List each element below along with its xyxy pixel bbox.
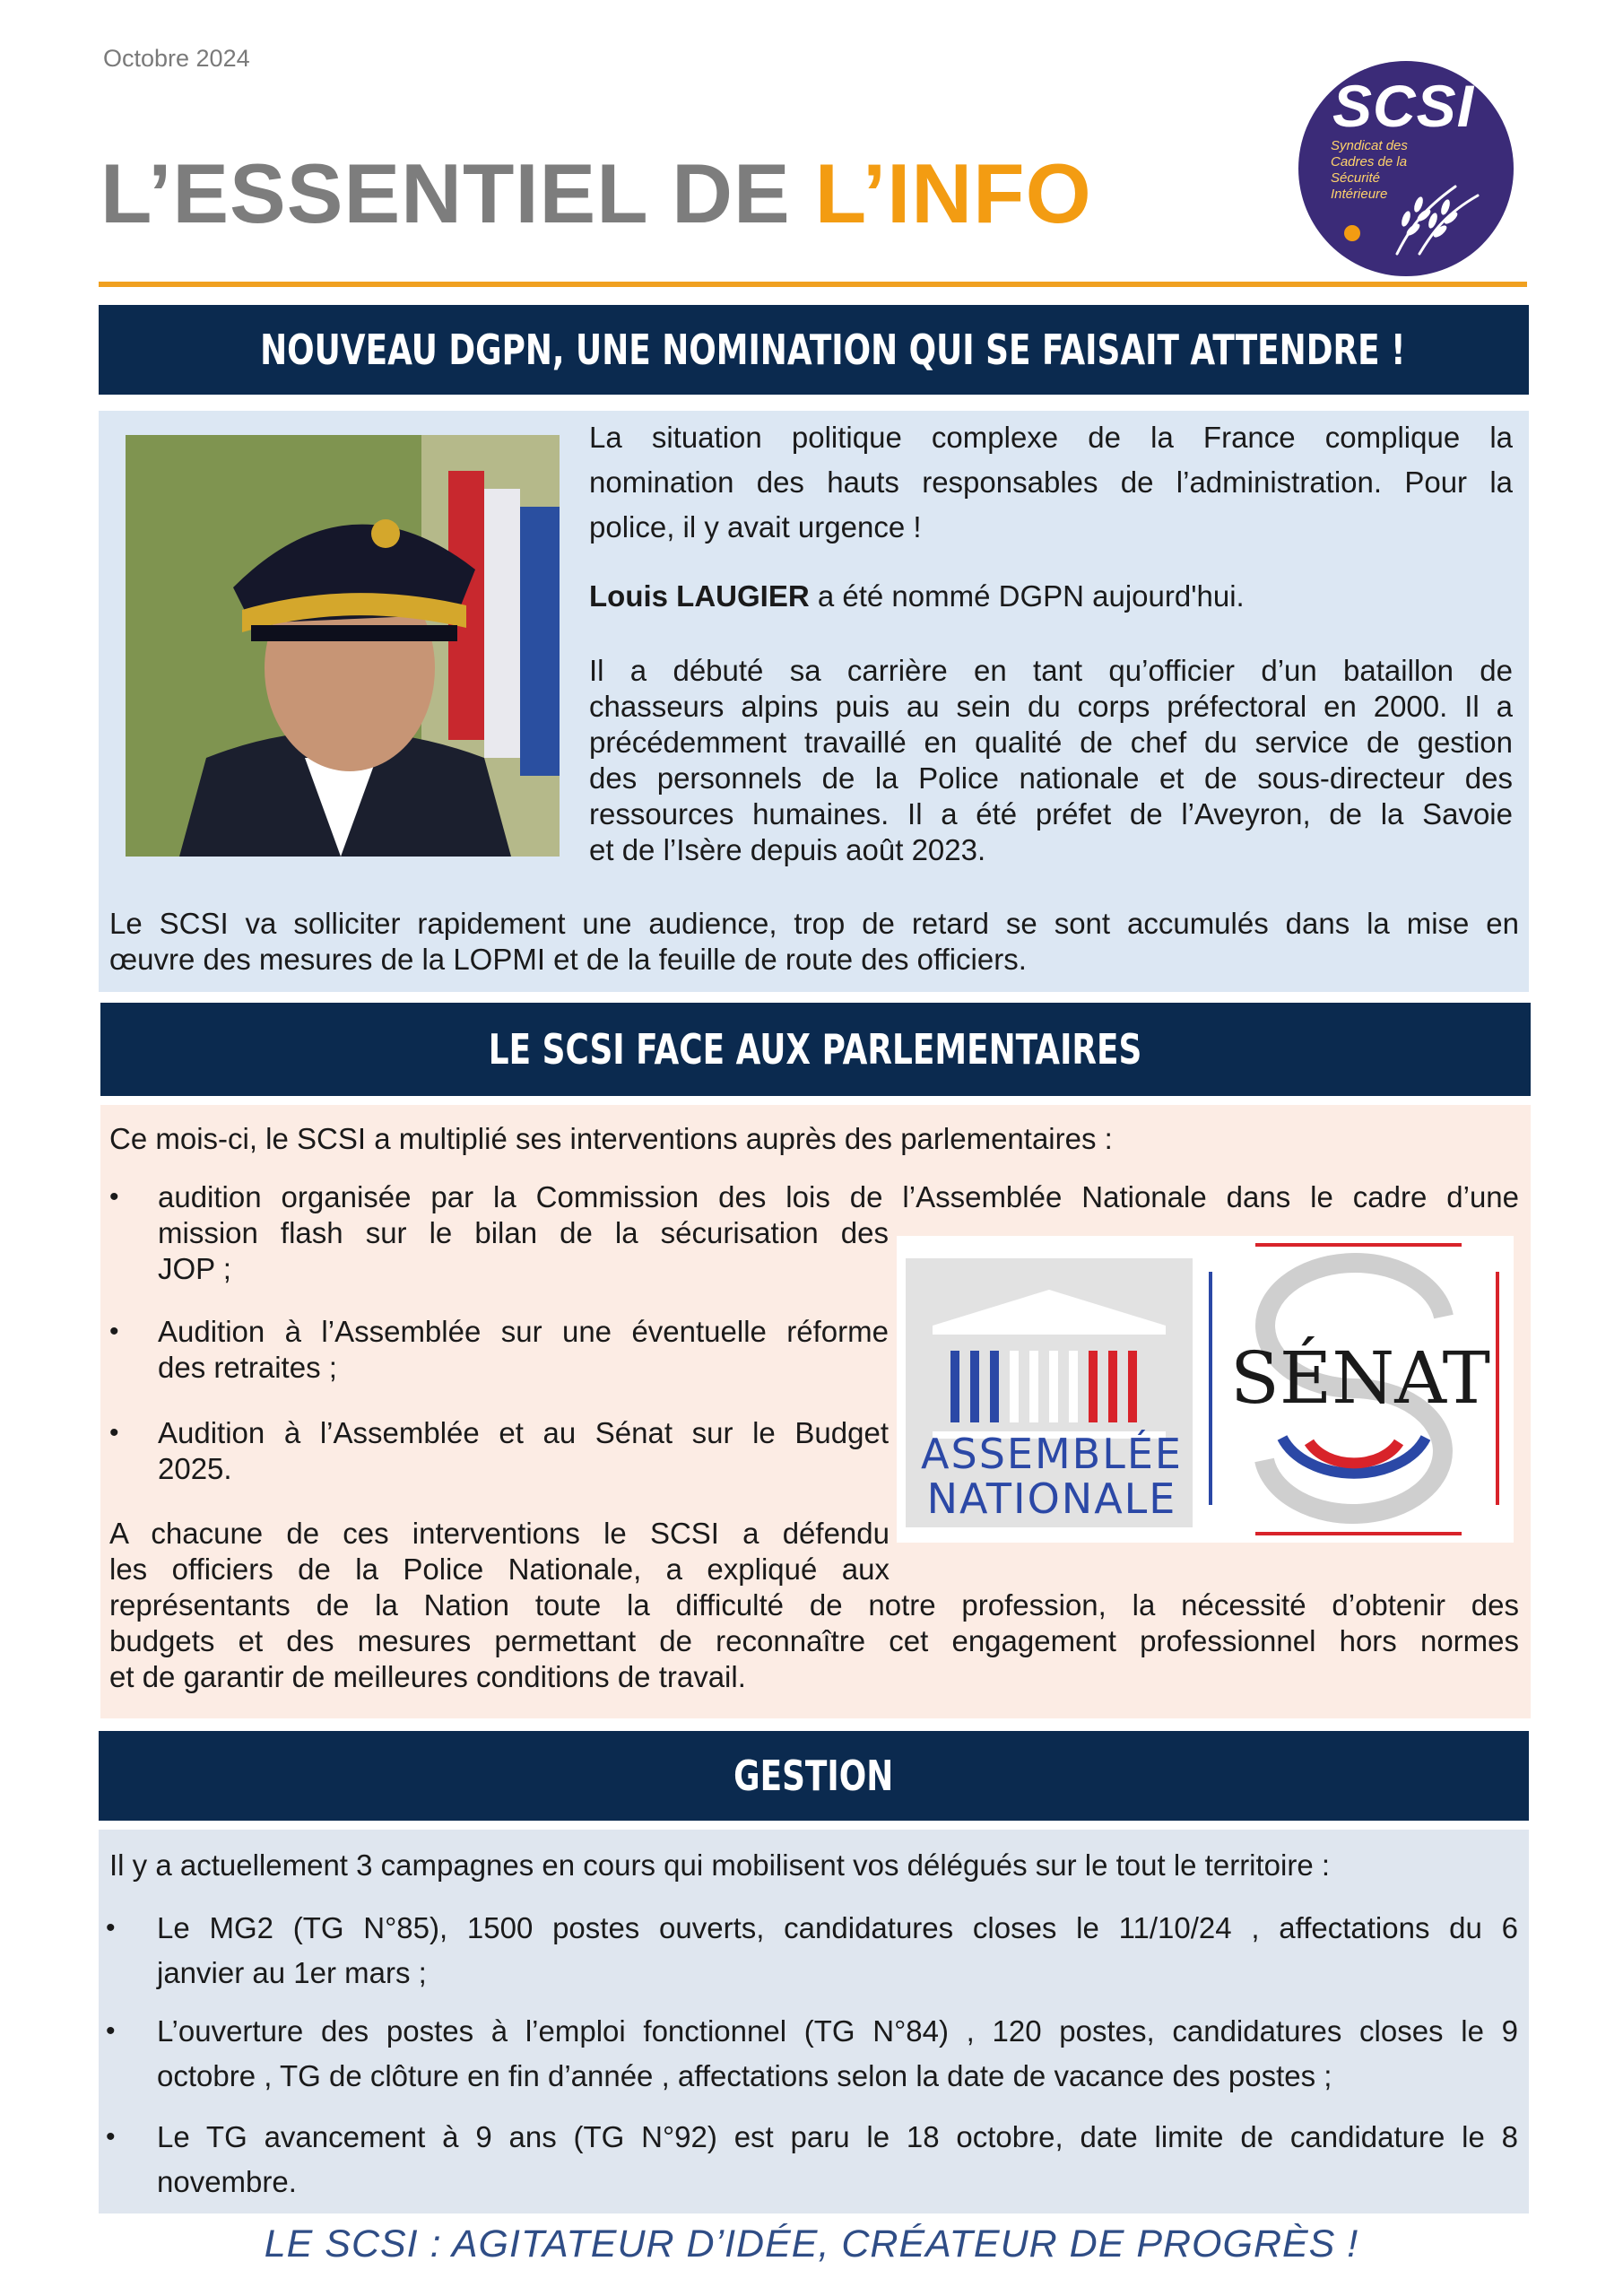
newsletter-title (100, 145, 1092, 242)
parlementaires-intro: Ce mois-ci, le SCSI a multiplié ses interventions auprès des parlementaires : (109, 1122, 1113, 1155)
dgpn-name: Louis LAUGIER (589, 579, 810, 613)
bullet-dot: • (109, 1418, 119, 1448)
bullet-dot: • (109, 1182, 119, 1212)
issue-date: Octobre 2024 (103, 45, 250, 72)
parlementaires-bullet-3: Audition à l’Assemblée et au Sénat sur le Budget 2025. (158, 1416, 889, 1485)
bullet-dot: • (109, 1317, 119, 1346)
dgpn-portrait-photo (126, 435, 560, 857)
title-main: L’ESSENTIEL DE (100, 146, 815, 240)
title-underline (99, 282, 1527, 287)
scsi-logo (1298, 61, 1514, 276)
senat-logo-text: SÉNAT (1230, 1336, 1490, 1420)
section-heading-dgpn: NOUVEAU DGPN, UNE NOMINATION QUI SE FAISAIT ATTENDRE ! (99, 305, 1529, 395)
dgpn-paragraph-2: Louis LAUGIER a été nommé DGPN aujourd'hui. (589, 579, 1245, 613)
section-heading-parlementaires: LE SCSI FACE AUX PARLEMENTAIRES (100, 1003, 1531, 1096)
parlementaires-closing: A chacune de ces interventions le SCSI a défendu les officiers de la Police Nationale, a expliqué aux représentants de la Nation toute la difficulté de notre profession, la nécessité d’obtenir des budgets et des mesures permettant de reconnaître cet engagement professionnel hors normes et de garantir de meilleures conditions de travail. (109, 1517, 1519, 1693)
portrait-illustration (126, 435, 560, 857)
parlementaires-bullet-2: Audition à l’Assemblée sur une éventuelle réforme des retraites ; (158, 1315, 889, 1384)
dgpn-paragraph-4: Le SCSI va solliciter rapidement une audience, trop de retard se sont accumulés dans la mise en œuvre des mesures de la LOPMI et de la feuille de route des officiers. (109, 907, 1519, 976)
bullet-dot: • (106, 1913, 116, 1943)
dgpn-paragraph-3: Il a débuté sa carrière en tant qu’officier d’un bataillon de chasseurs alpins puis au sein du corps préfectoral en 2000. Il a précédemment travaillé en qualité de chef du service de gestion des personnels de la Police nationale et de sous-directeur des ressources humaines. Il a été préfet de l’Aveyron, de la Savoie et de l’Isère depuis août 2023. (589, 654, 1513, 866)
gestion-bullet-1: Le MG2 (TG N°85), 1500 postes ouverts, candidatures closes le 11/10/24 , affectations du 6 janvier au 1er mars ; (157, 1911, 1518, 1989)
gestion-bullet-3: Le TG avancement à 9 ans (TG N°92) est paru le 18 octobre, date limite de candidature le 8 novembre. (157, 2120, 1518, 2198)
gestion-bullet-2: L’ouverture des postes à l’emploi fonctionnel (TG N°84) , 120 postes, candidatures closes le 9 octobre , TG de clôture en fin d’année , affectations selon la date de vacance des postes ; (157, 2014, 1518, 2092)
footer-slogan: LE SCSI : AGITATEUR D’IDÉE, CRÉATEUR DE PROGRÈS ! (264, 2222, 1359, 2266)
dgpn-paragraph-1: La situation politique complexe de la France complique la nomination des hauts responsables de l’administration. Pour la police, il y avait urgence ! (589, 421, 1513, 544)
bullet-dot: • (106, 2016, 116, 2046)
bullet-dot: • (106, 2122, 116, 2152)
assemblee-nationale-logo-text: ASSEMBLÉE NATIONALE (921, 1430, 1183, 1523)
assemblee-senat-logos (897, 1236, 1514, 1543)
section-heading-gestion: GESTION (99, 1731, 1529, 1821)
parlementaires-bullet-1: audition organisée par la Commission des lois de l’Assemblée Nationale dans le cadre d’une mission flash sur le bilan de la sécurisation des JOP ; (158, 1180, 1519, 1285)
logo-acronym: SCSI (1332, 73, 1475, 139)
logo-subtitle: Syndicat des Cadres de la Sécurité Intérieure (1331, 138, 1408, 202)
gestion-intro: Il y a actuellement 3 campagnes en cours qui mobilisent vos délégués sur le tout le territoire : (109, 1848, 1331, 1882)
title-accent: L’INFO (814, 146, 1092, 240)
